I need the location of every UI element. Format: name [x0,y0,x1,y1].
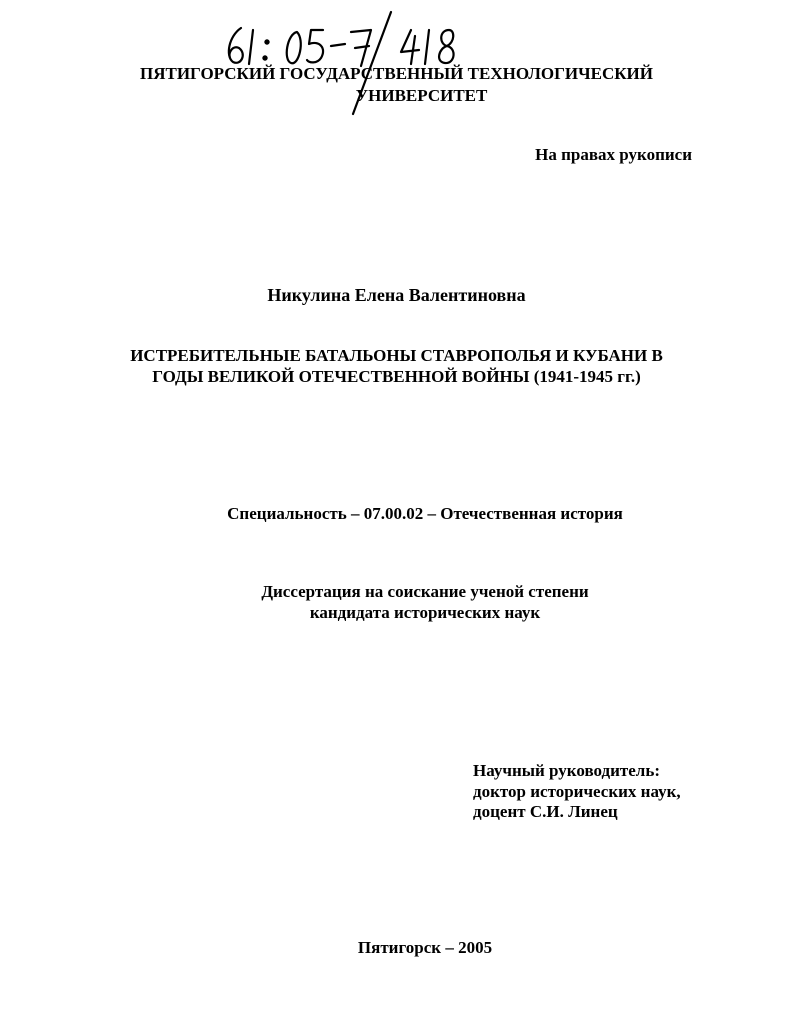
supervisor-name: доцент С.И. Линец [473,802,618,821]
title-line-1: ИСТРЕБИТЕЛЬНЫЕ БАТАЛЬОНЫ СТАВРОПОЛЬЯ И КУБАНИ В [130,346,663,365]
degree-line-1: Диссертация на соискание ученой степени [261,582,589,601]
institution-line-2: УНИВЕРСИТЕТ [355,86,488,105]
place-year: Пятигорск – 2005 [357,938,493,957]
institution-line-1: ПЯТИГОРСКИЙ ГОСУДАРСТВЕННЫЙ ТЕХНОЛОГИЧЕСКИЙ [139,64,654,83]
supervisor-heading: Научный руководитель: [473,761,660,780]
specialty: Специальность – 07.00.02 – Отечественная история [227,504,623,523]
supervisor-degree: доктор исторических наук, [473,782,681,801]
rights-note: На правах рукописи [535,145,692,164]
degree-line-2: кандидата исторических наук [309,603,541,622]
author-name: Никулина Елена Валентиновна [267,285,526,305]
title-line-2: ГОДЫ ВЕЛИКОЙ ОТЕЧЕСТВЕННОЙ ВОЙНЫ (1941-1945 гг.) [152,367,641,386]
